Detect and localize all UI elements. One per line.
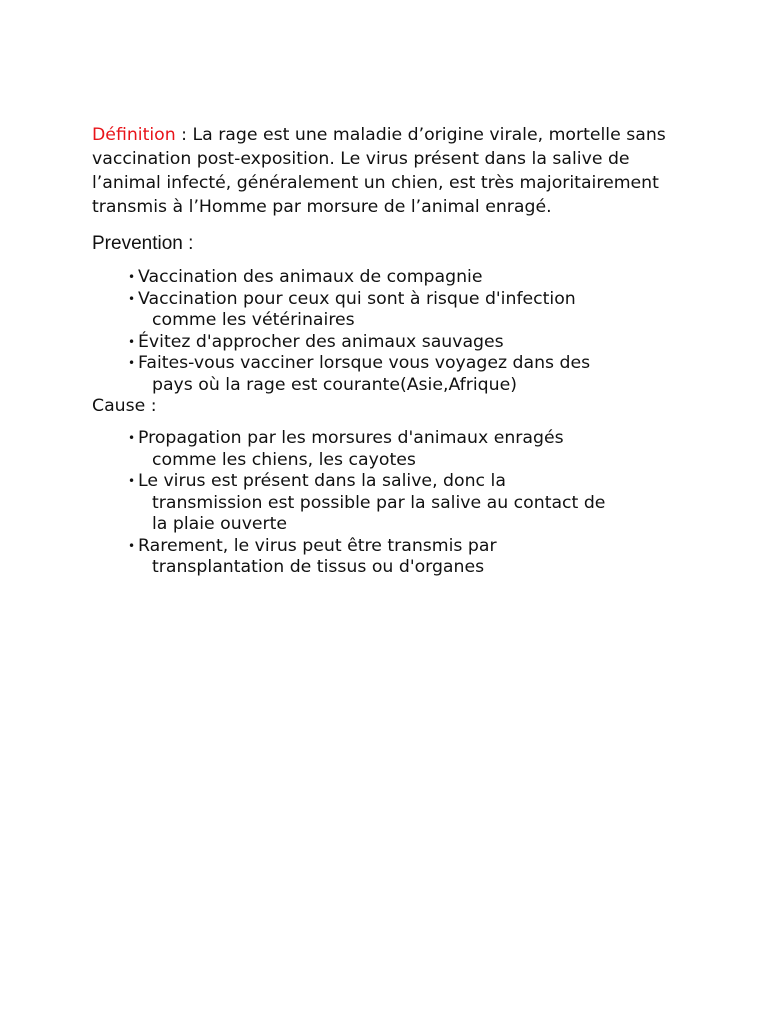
definition-paragraph: [92, 123, 692, 219]
list-item-text-continued: comme les chiens, les cayotes: [152, 449, 416, 470]
definition-term: Définition: [92, 125, 176, 145]
list-item-text: Faites-vous vacciner lorsque vous voyagez dans des: [138, 353, 591, 373]
bullet-dot-icon: •: [128, 291, 136, 306]
list-item-text: Vaccination des animaux de compagnie: [138, 267, 483, 287]
list-item-text-continued: transmission est possible par la salive au contact de: [152, 492, 606, 513]
list-item: [128, 289, 692, 332]
document-page: [92, 123, 692, 579]
list-item-text-continued: transplantation de tissus ou d'organes: [152, 557, 485, 577]
prevention-heading: Prevention :: [92, 233, 194, 254]
bullet-dot-icon: •: [128, 474, 136, 488]
list-item: [128, 267, 692, 289]
list-item-text-continued: la plaie ouverte: [152, 514, 288, 534]
list-item: [128, 332, 692, 354]
bullet-dot-icon: •: [128, 538, 136, 553]
list-item-text: Le virus est présent dans la salive, donc la: [138, 471, 506, 491]
list-item-text-continued: comme les vétérinaires: [152, 310, 355, 330]
bullet-dot-icon: •: [128, 270, 136, 284]
list-item-text: Rarement, le virus peut être transmis par: [138, 535, 497, 556]
list-item-text-continued: pays où la rage est courante(Asie,Afrique): [152, 374, 517, 395]
list-item: [128, 353, 692, 396]
bullet-dot-icon: •: [128, 356, 136, 370]
cause-list: [92, 428, 692, 579]
prevention-list: [92, 267, 692, 396]
list-item-text: Évitez d'approcher des animaux sauvages: [138, 331, 504, 352]
list-item: [128, 536, 692, 579]
definition-text: : La rage est une maladie d’origine virale, mortelle sans vaccination post-exposition. Le virus présent dans la salive de l’animal infecté, généralement un chien, est très majoritairement transmis à l’Homme par morsure de l’animal enragé.: [92, 125, 666, 217]
list-item-text: Propagation par les morsures d'animaux enragés: [138, 428, 564, 448]
list-item: [128, 471, 692, 536]
list-item-text: Vaccination pour ceux qui sont à risque d'infection: [138, 288, 576, 309]
list-item: [128, 428, 692, 471]
cause-heading: Cause :: [92, 396, 157, 416]
bullet-dot-icon: •: [128, 334, 136, 349]
bullet-dot-icon: •: [128, 431, 136, 445]
